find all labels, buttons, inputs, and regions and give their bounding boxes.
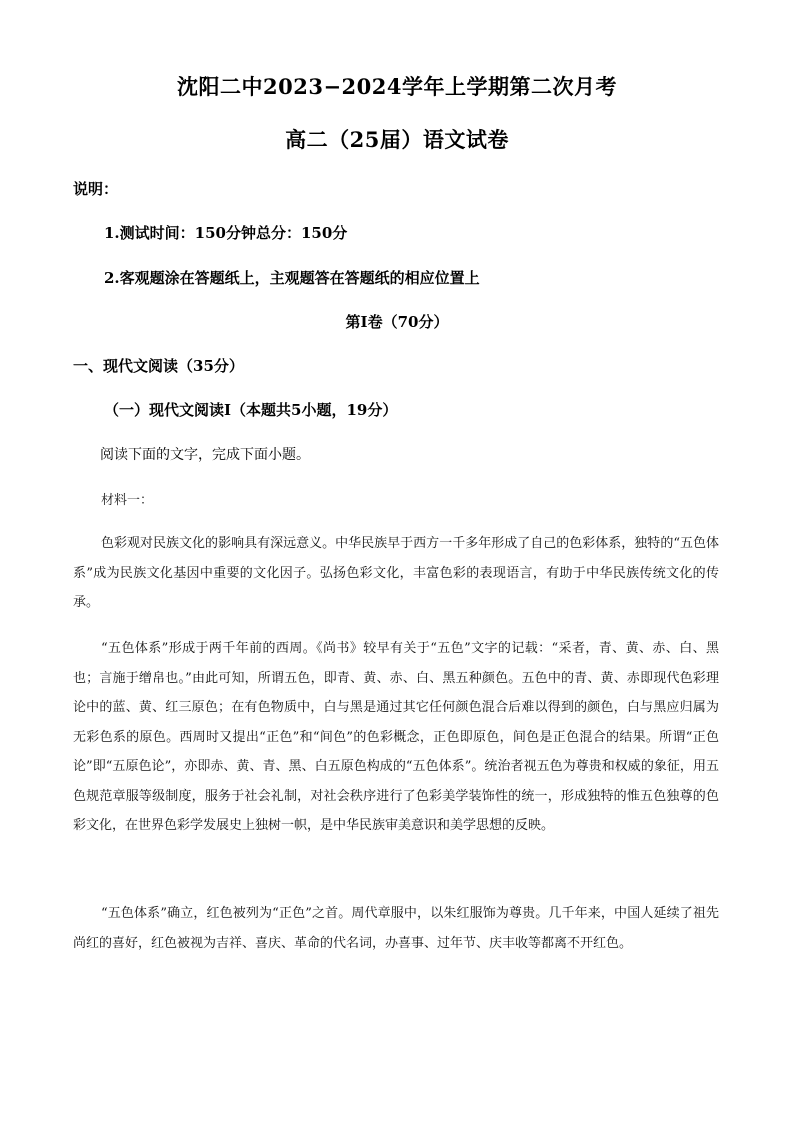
notes-label: 说明： (73, 180, 119, 198)
paragraph: 色彩观对民族文化的影响具有深远意义。中华民族早于西方一千多年形成了自己的色彩体系，独特的“五色体系”成为民族文化基因中重要的文化因子。弘扬色彩文化，丰富色彩的表现语言，有助于中华民族传统文化的传承。 (73, 536, 719, 610)
note-item-time: 1.测试时间：150分钟总分：150分 (104, 224, 348, 242)
paragraph: “五色体系”形成于两千年前的西周。《尚书》较早有关于“五色”文字的记载：“采者，青、黄、赤、白、黑也；言施于缯帛也。”由此可知，所谓五色，即青、黄、赤、白、黑五种颜色。五色中的青、黄、赤即现代色彩理论中的蓝、黄、红三原色；在有色物质中，白与黑是通过其它任何颜色混合后难以得到的颜色，白与黑应归属为无彩色系的原色。西周时又提出“正色”和“间色”的色彩概念，正色即原色，间色是正色混合的结果。所谓“正色论”即“五原色论”，亦即赤、黄、青、黑、白五原色构成的“五色体系”。统治者视五色为尊贵和权威的象征，用五色规范章服等级制度，服务于社会礼制，对社会秩序进行了色彩美学装饰性的统一，形成独特的惟五色独尊的色彩文化，在世界色彩学发展史上独树一帜，是中华民族审美意识和美学思想的反映。 (73, 641, 719, 833)
exam-subtitle: 高二（25届）语文试卷 (285, 127, 509, 152)
paragraph: “五色体系”确立，红色被列为“正色”之首。周代章服中，以朱红服饰为尊贵。几千年来，中国人延续了祖先尚红的喜好，红色被视为吉祥、喜庆、革命的代名词，办喜事、过年节、庆丰收等都离不开红色。 (73, 906, 719, 951)
reading-instruction: 阅读下面的文字，完成下面小题。 (100, 447, 310, 463)
note-item-answer-sheet: 2.客观题涂在答题纸上，主观题答在答题纸的相应位置上 (104, 269, 480, 287)
subsection-heading: （一）现代文阅读Ⅰ（本题共5小题，19分） (104, 401, 398, 419)
volume-heading: 第Ⅰ卷（70分） (345, 313, 449, 331)
material-label: 材料一： (101, 493, 154, 508)
exam-title: 沈阳二中2023−2024学年上学期第二次月考 (177, 74, 617, 99)
section-heading: 一、现代文阅读（35分） (73, 357, 244, 375)
